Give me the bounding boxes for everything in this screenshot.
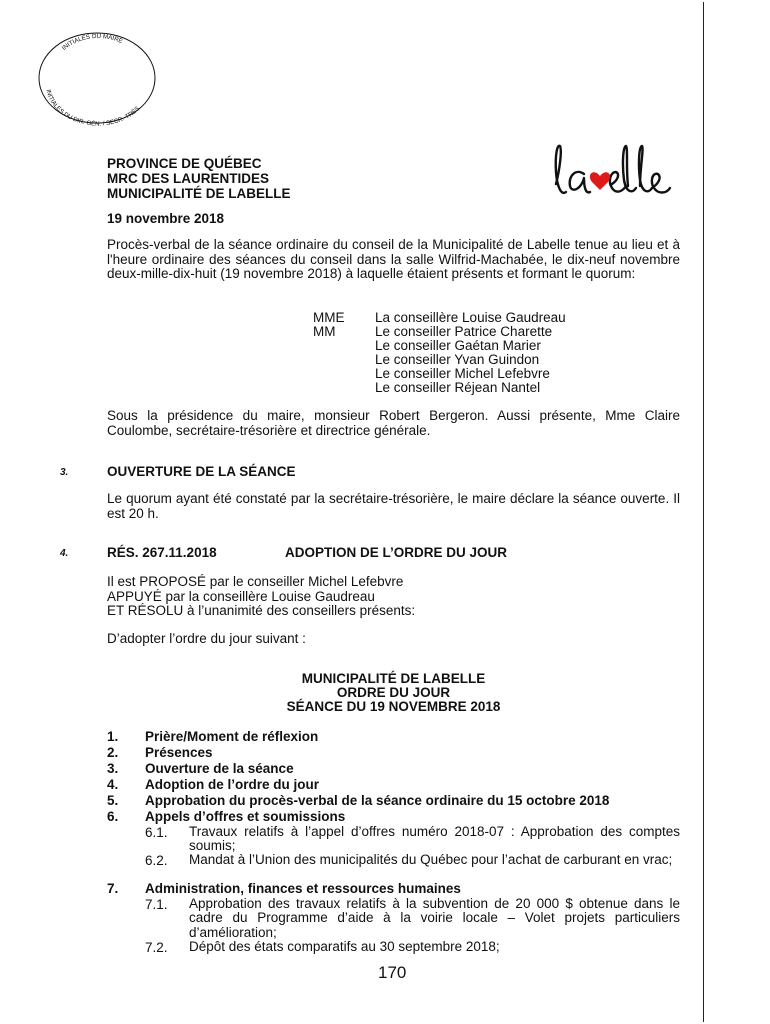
header-mrc: MRC DES LAURENTIDES bbox=[107, 171, 270, 186]
agenda-item-number: 2. bbox=[107, 745, 119, 760]
agenda-item-number: 6. bbox=[107, 809, 119, 824]
agenda-item-number: 1. bbox=[107, 729, 119, 744]
agenda-title: MUNICIPALITÉ DE LABELLE bbox=[301, 671, 486, 686]
councillor-name: Le conseiller Yvan Guindon bbox=[375, 352, 540, 367]
agenda-title: SÉANCE DU 19 NOVEMBRE 2018 bbox=[286, 699, 501, 714]
logo-text: labelle bbox=[548, 138, 551, 139]
councillor-name: La conseillère Louise Gaudreau bbox=[375, 310, 566, 325]
svg-text:INITIALES DU DIR. GÉN. / SECR. bbox=[45, 89, 143, 126]
section-title: OUVERTURE DE LA SÉANCE bbox=[107, 464, 296, 479]
agenda-subitem-number: 7.1. bbox=[145, 897, 168, 912]
document-header bbox=[107, 156, 291, 201]
intro-paragraph: Procès-verbal de la séance ordinaire du conseil de la Municipalité de Labelle tenue au lieu et à l'heure ordinaire des séances du conseil dans la salle Wilfrid-Machabée, le dix-neuf novembre deux-mille-dix-huit (19 novembre 2018) à laquelle étaient présents et formant le quorum: bbox=[107, 237, 680, 281]
adopt-line: D’adopter l’ordre du jour suivant : bbox=[107, 631, 306, 646]
header-municipality: MUNICIPALITÉ DE LABELLE bbox=[107, 186, 291, 201]
presidence-paragraph: Sous la présidence du maire, monsieur Robert Bergeron. Aussi présente, Mme Claire Coulombe, secrétaire-trésorière et directrice générale. bbox=[107, 408, 680, 438]
meeting-date: 19 novembre 2018 bbox=[107, 211, 225, 226]
agenda-item: Ouverture de la séance bbox=[145, 761, 294, 776]
agenda-subitem-number: 6.1. bbox=[145, 825, 168, 840]
agenda-item: Administration, finances et ressources humaines bbox=[145, 881, 461, 896]
labelle-logo bbox=[548, 138, 674, 202]
agenda-subitem-number: 6.2. bbox=[145, 853, 168, 868]
section-number: 4. bbox=[60, 548, 69, 559]
agenda-item-number: 4. bbox=[107, 777, 119, 792]
presence-label-mme: MME bbox=[313, 310, 345, 325]
councillor-name: Le conseiller Réjean Nantel bbox=[375, 380, 541, 395]
councillor-name: Le conseiller Gaétan Marier bbox=[375, 338, 541, 353]
resolved-line: ET RÉSOLU à l’unanimité des conseillers présents: bbox=[107, 603, 416, 618]
agenda-item: Prière/Moment de réflexion bbox=[145, 729, 319, 744]
agenda-item-number: 7. bbox=[107, 881, 119, 896]
section-paragraph: Le quorum ayant été constaté par la secrétaire-trésorière, le maire déclare la séance ouverte. Il est 20 h. bbox=[107, 491, 680, 521]
initials-seal bbox=[36, 28, 158, 126]
agenda-subitem: Approbation des travaux relatifs à la subvention de 20 000 $ obtenue dans le cadre du Programme d’aide à la voirie locale – Volet projets particuliers d’amélioration; bbox=[189, 896, 680, 940]
seal-top-text: INITIALES DU MAIRE bbox=[60, 32, 124, 52]
page-number: 170 bbox=[378, 963, 407, 982]
councillor-name: Le conseiller Patrice Charette bbox=[375, 324, 553, 339]
header-province: PROVINCE DE QUÉBEC bbox=[107, 156, 262, 171]
agenda-item: Adoption de l’ordre du jour bbox=[145, 777, 319, 792]
seconded-line: APPUYÉ par la conseillère Louise Gaudreau bbox=[107, 589, 375, 604]
section-number: 3. bbox=[60, 467, 69, 478]
margin-rule bbox=[703, 2, 704, 1022]
agenda-item: Présences bbox=[145, 745, 213, 760]
councillor-name: Le conseiller Michel Lefebvre bbox=[375, 366, 550, 381]
agenda-title: ORDRE DU JOUR bbox=[336, 685, 451, 700]
svg-text:INITIALES DU MAIRE bbox=[61, 33, 124, 52]
agenda-subitem: Mandat à l’Union des municipalités du Québec pour l’achat de carburant en vrac; bbox=[189, 852, 673, 867]
agenda-item: Appels d’offres et soumissions bbox=[145, 809, 346, 824]
agenda-item-number: 5. bbox=[107, 793, 119, 808]
section-title: ADOPTION DE L’ORDRE DU JOUR bbox=[285, 545, 508, 560]
seal-bottom-text: INITIALES DU DIR. GÉN. / SECR.-TRÉS. bbox=[44, 88, 143, 126]
agenda-item-number: 3. bbox=[107, 761, 119, 776]
resolution-number: RÉS. 267.11.2018 bbox=[107, 545, 217, 560]
agenda-subitem: Dépôt des états comparatifs au 30 septembre 2018; bbox=[189, 939, 500, 954]
agenda-subitem: Travaux relatifs à l’appel d’offres numéro 2018-07 : Approbation des comptes soumis; bbox=[189, 824, 680, 854]
agenda-subitem-number: 7.2. bbox=[145, 940, 168, 955]
proposed-line: Il est PROPOSÉ par le conseiller Michel Lefebvre bbox=[107, 574, 404, 589]
agenda-item: Approbation du procès-verbal de la séance ordinaire du 15 octobre 2018 bbox=[145, 793, 610, 808]
presence-label-mm: MM bbox=[313, 324, 336, 339]
